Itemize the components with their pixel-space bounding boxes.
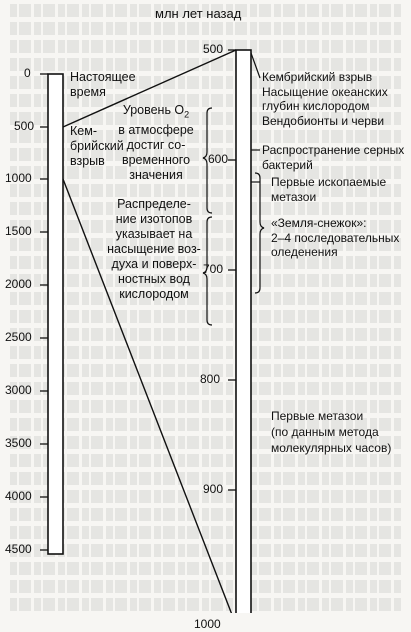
right-tick-label: 900: [203, 482, 224, 496]
oxygen-level-label: Уровень $O_2$ в атмосфере достиг со- временного значения: [118, 103, 194, 182]
event-snowball-earth: «Земля-снежок»: 2–4 последовательных оледенения: [271, 216, 400, 259]
event-cambrian-explosion: Кембрийский взрыв Насыщение океанских глубин кислородом Вендобионты и черви: [262, 70, 388, 128]
right-tick-label: 500: [203, 42, 224, 56]
isotope-distribution-label: Распределе- ние изотопов указывает на насыщение воз- духа и поверх- ностных вод кислородом: [107, 197, 201, 301]
left-tick-label: 0: [24, 66, 31, 80]
left-tick-label: 2500: [5, 330, 32, 344]
right-tick-label: 700: [203, 262, 224, 276]
right-tick-label: 600: [208, 152, 229, 166]
event-sulfur-bacteria: Распространение серных бактерий: [262, 143, 405, 172]
left-tick-label: 3000: [5, 383, 32, 397]
right-tick-label: 1000: [194, 617, 221, 631]
left-tick-label: 1000: [5, 171, 32, 185]
left-tick-label: 4500: [5, 542, 32, 556]
left-tick-label: 500: [14, 119, 35, 133]
unit-label: млн лет назад: [155, 6, 242, 21]
left-tick-label: 3500: [5, 436, 32, 450]
snowball-brace: [255, 173, 264, 293]
event-first-fossil-metazoa: Первые ископаемые метазои: [271, 175, 387, 204]
left-tick-label: 1500: [5, 224, 32, 238]
event-pointers: [251, 53, 260, 182]
cambrian-left-label: Кем- брийский взрыв: [70, 124, 124, 168]
left-scale-bar: [48, 74, 63, 554]
event-first-metazoa-molecular-clock: Первые метазои (по данным метода молекулярных часов): [271, 409, 392, 455]
right-ticks: [228, 50, 236, 613]
present-time-label: Настоящее время: [70, 70, 136, 99]
left-tick-label: 2000: [5, 277, 32, 291]
left-tick-label: 4000: [5, 489, 32, 503]
left-ticks: [40, 74, 48, 550]
right-scale-bar: [236, 50, 251, 613]
right-tick-label: 800: [200, 372, 221, 386]
